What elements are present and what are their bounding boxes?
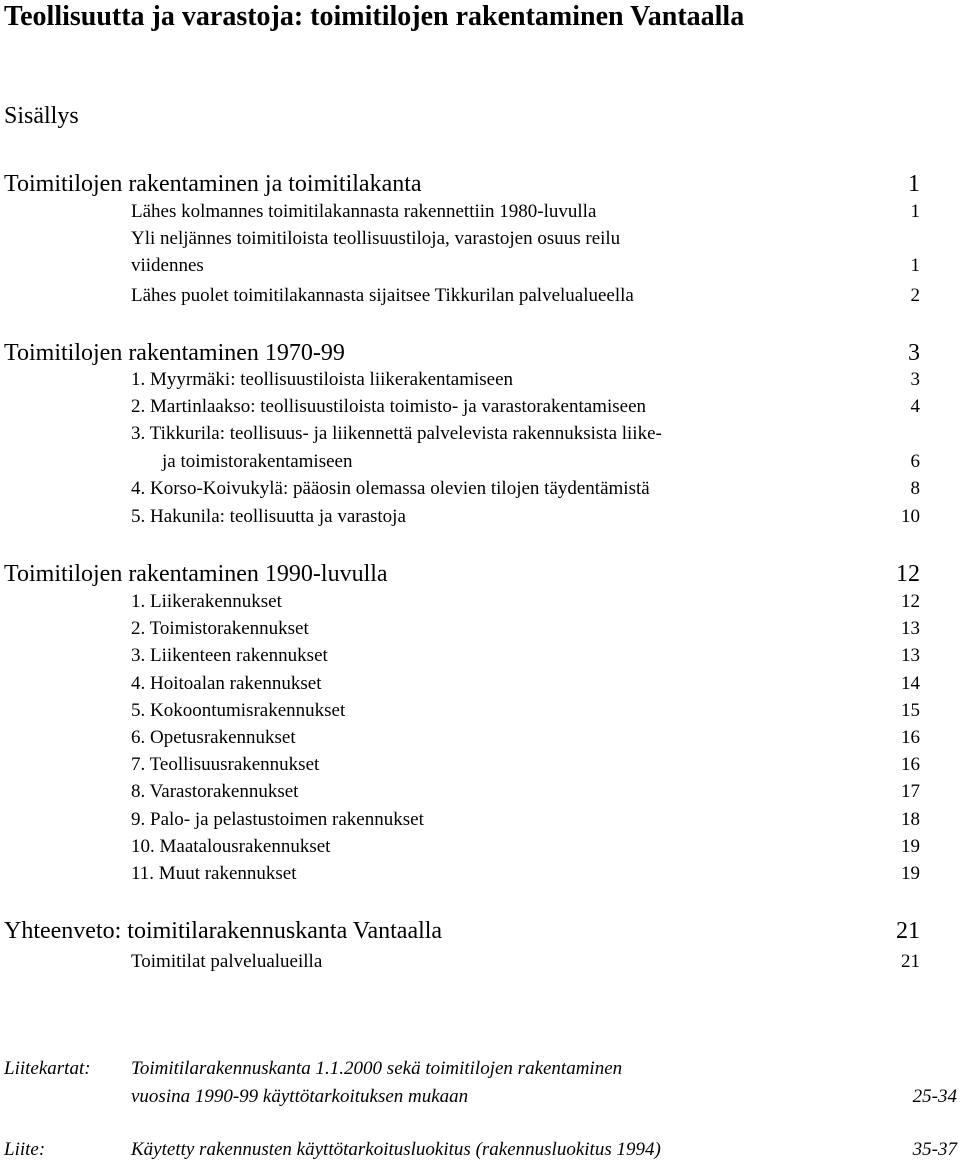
toc-item-page: 18 [901, 809, 920, 830]
toc-item-page: 15 [901, 700, 920, 721]
toc-item-page: 13 [901, 618, 920, 639]
toc-item-page: 13 [901, 645, 920, 666]
toc-item-label-cont[interactable]: ja toimistorakentamiseen [162, 451, 353, 472]
toc-item-label[interactable]: 3. Tikkurila: teollisuus- ja liikennettä palvelevista rakennuksista liike- [131, 423, 662, 444]
toc-item-page: 16 [901, 754, 920, 775]
toc-item-label[interactable]: 8. Varastorakennukset [131, 781, 299, 802]
toc-item-label[interactable]: 4. Hoitoalan rakennukset [131, 673, 322, 694]
toc-item-label[interactable]: 10. Maatalousrakennukset [131, 836, 331, 857]
toc-item-label[interactable]: 3. Liikenteen rakennukset [131, 645, 328, 666]
toc-item-label[interactable]: 6. Opetusrakennukset [131, 727, 296, 748]
toc-item-label[interactable]: 7. Teollisuusrakennukset [131, 754, 320, 775]
toc-item-label[interactable]: Yli neljännes toimitiloista teollisuustiloja, varastojen osuus reilu [131, 228, 621, 249]
toc-section-page: 1 [908, 171, 920, 197]
appendix-maps-text-cont[interactable]: vuosina 1990-99 käyttötarkoituksen mukaan [131, 1086, 469, 1107]
toc-item-page: 3 [910, 369, 920, 390]
appendix-maps-page: 25-34 [912, 1086, 957, 1107]
toc-item-label[interactable]: 5. Kokoontumisrakennukset [131, 700, 346, 721]
toc-item-page: 19 [901, 836, 920, 857]
toc-item-page: 19 [901, 863, 920, 884]
toc-item-label[interactable]: 9. Palo- ja pelastustoimen rakennukset [131, 809, 424, 830]
toc-item-page: 8 [910, 478, 920, 499]
toc-item-label[interactable]: 5. Hakunila: teollisuutta ja varastoja [131, 506, 406, 527]
toc-item-page: 4 [910, 396, 920, 417]
toc-section-label[interactable]: Toimitilojen rakentaminen 1970-99 [4, 340, 345, 366]
toc-section-page: 21 [896, 918, 920, 944]
toc-item-page: 16 [901, 727, 920, 748]
toc-item-label[interactable]: Toimitilat palvelualueilla [131, 951, 323, 972]
appendix-maps-label: Liitekartat: [4, 1058, 91, 1079]
toc-item-label[interactable]: 1. Liikerakennukset [131, 591, 282, 612]
toc-heading: Sisällys [4, 103, 79, 129]
appendix-maps-text[interactable]: Toimitilarakennuskanta 1.1.2000 sekä toimitilojen rakentaminen [131, 1058, 623, 1079]
toc-item-page: 10 [901, 506, 920, 527]
toc-item-page: 2 [910, 285, 920, 306]
toc-item-page: 14 [901, 673, 920, 694]
appendix-att-text[interactable]: Käytetty rakennusten käyttötarkoitusluokitus (rakennusluokitus 1994) [131, 1139, 661, 1160]
toc-item-label[interactable]: 2. Martinlaakso: teollisuustiloista toimisto- ja varastorakentamiseen [131, 396, 647, 417]
appendix-att-page: 35-37 [912, 1139, 957, 1160]
toc-item-page: 6 [910, 451, 920, 472]
toc-item-label-cont[interactable]: viidennes [131, 255, 204, 276]
toc-item-page: 1 [910, 255, 920, 276]
toc-section-label[interactable]: Yhteenveto: toimitilarakennuskanta Vantaalla [4, 918, 443, 944]
toc-section-label[interactable]: Toimitilojen rakentaminen 1990-luvulla [4, 561, 388, 587]
toc-item-label[interactable]: Lähes kolmannes toimitilakannasta rakennettiin 1980-luvulla [131, 201, 597, 222]
toc-section-page: 3 [908, 340, 920, 366]
appendix-att-label: Liite: [4, 1139, 46, 1160]
toc-item-page: 12 [901, 591, 920, 612]
toc-item-label[interactable]: Lähes puolet toimitilakannasta sijaitsee Tikkurilan palvelualueella [131, 285, 634, 306]
toc-item-label[interactable]: 2. Toimistorakennukset [131, 618, 309, 639]
toc-item-label[interactable]: 4. Korso-Koivukylä: pääosin olemassa olevien tilojen täydentämistä [131, 478, 650, 499]
toc-item-page: 1 [910, 201, 920, 222]
toc-item-page: 21 [901, 951, 920, 972]
toc-item-label[interactable]: 1. Myyrmäki: teollisuustiloista liikerakentamiseen [131, 369, 514, 390]
toc-section-label[interactable]: Toimitilojen rakentaminen ja toimitilakanta [4, 171, 422, 197]
toc-item-label[interactable]: 11. Muut rakennukset [131, 863, 297, 884]
toc-section-page: 12 [896, 561, 920, 587]
document-title: Teollisuutta ja varastoja: toimitilojen rakentaminen Vantaalla [4, 1, 745, 32]
toc-item-page: 17 [901, 781, 920, 802]
